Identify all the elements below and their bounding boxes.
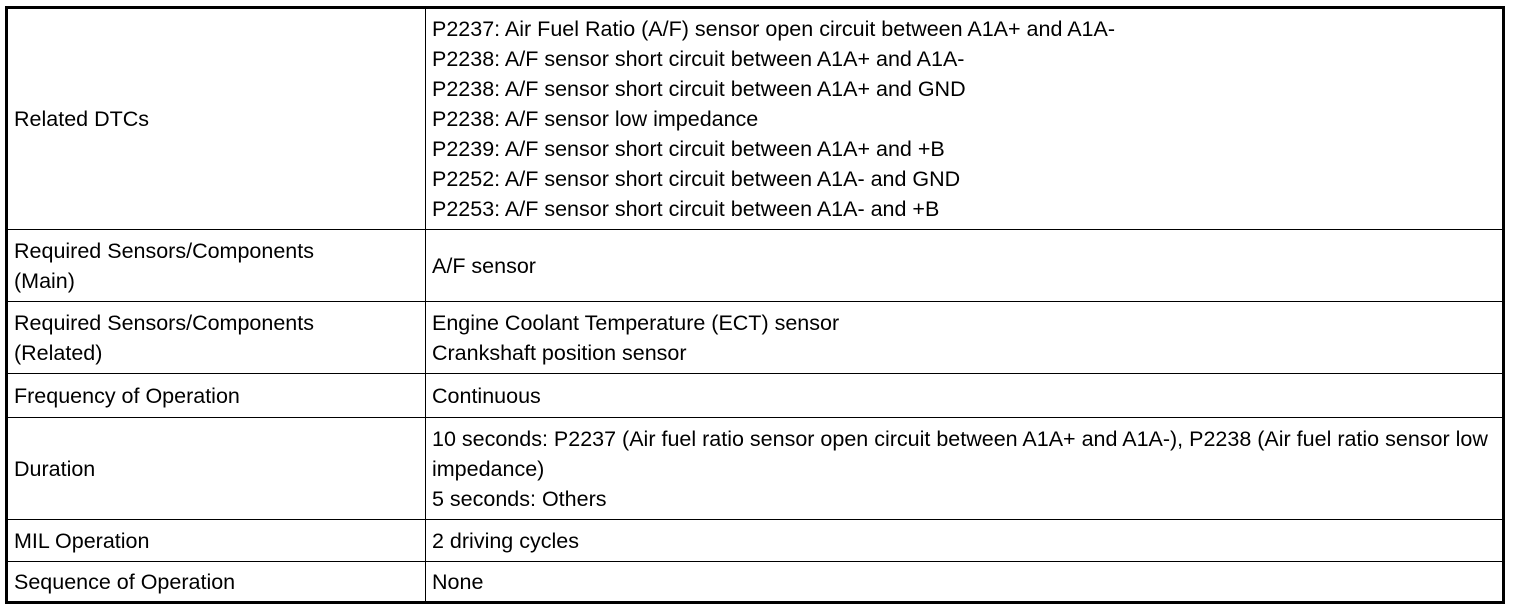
label-mil-operation: MIL Operation [7,520,426,562]
dtc-p2238-low-impedance: P2238: A/F sensor low impedance [432,107,759,131]
dtc-p2239: P2239: A/F sensor short circuit between A1A+ and +B [432,137,945,161]
monitor-spec-table [5,6,1505,604]
label-related-dtcs: Related DTCs [7,8,426,230]
row-sequence [7,562,1504,603]
dtc-p2238-short-gnd: P2238: A/F sensor short circuit between A1A+ and GND [432,77,966,101]
row-duration [7,418,1504,520]
row-required-related [7,302,1504,374]
row-mil-operation [7,520,1504,562]
label-duration: Duration [7,418,426,520]
dtc-p2252: P2252: A/F sensor short circuit between A1A- and GND [432,167,961,191]
dtc-p2237: P2237: Air Fuel Ratio (A/F) sensor open circuit between A1A+ and A1A- [432,17,1116,41]
row-required-main [7,230,1504,302]
label-sequence: Sequence of Operation [7,562,426,603]
label-required-main: Required Sensors/Components (Main) [7,230,426,302]
value-duration: 10 seconds: P2237 (Air fuel ratio sensor open circuit between A1A+ and A1A-), P2238 (Air fuel ratio sensor low impedance) 5 seconds: Others [426,418,1504,520]
value-mil-operation: 2 driving cycles [426,520,1504,562]
label-frequency: Frequency of Operation [7,374,426,418]
value-related-dtcs [426,8,1504,230]
dtc-p2238-short-a1a: P2238: A/F sensor short circuit between A1A+ and A1A- [432,47,965,71]
value-required-main: A/F sensor [426,230,1504,302]
value-required-related: Engine Coolant Temperature (ECT) sensor Crankshaft position sensor [426,302,1504,374]
row-related-dtcs [7,8,1504,230]
row-frequency [7,374,1504,418]
value-sequence: None [426,562,1504,603]
label-required-related: Required Sensors/Components (Related) [7,302,426,374]
dtc-p2253: P2253: A/F sensor short circuit between A1A- and +B [432,197,940,221]
value-frequency: Continuous [426,374,1504,418]
